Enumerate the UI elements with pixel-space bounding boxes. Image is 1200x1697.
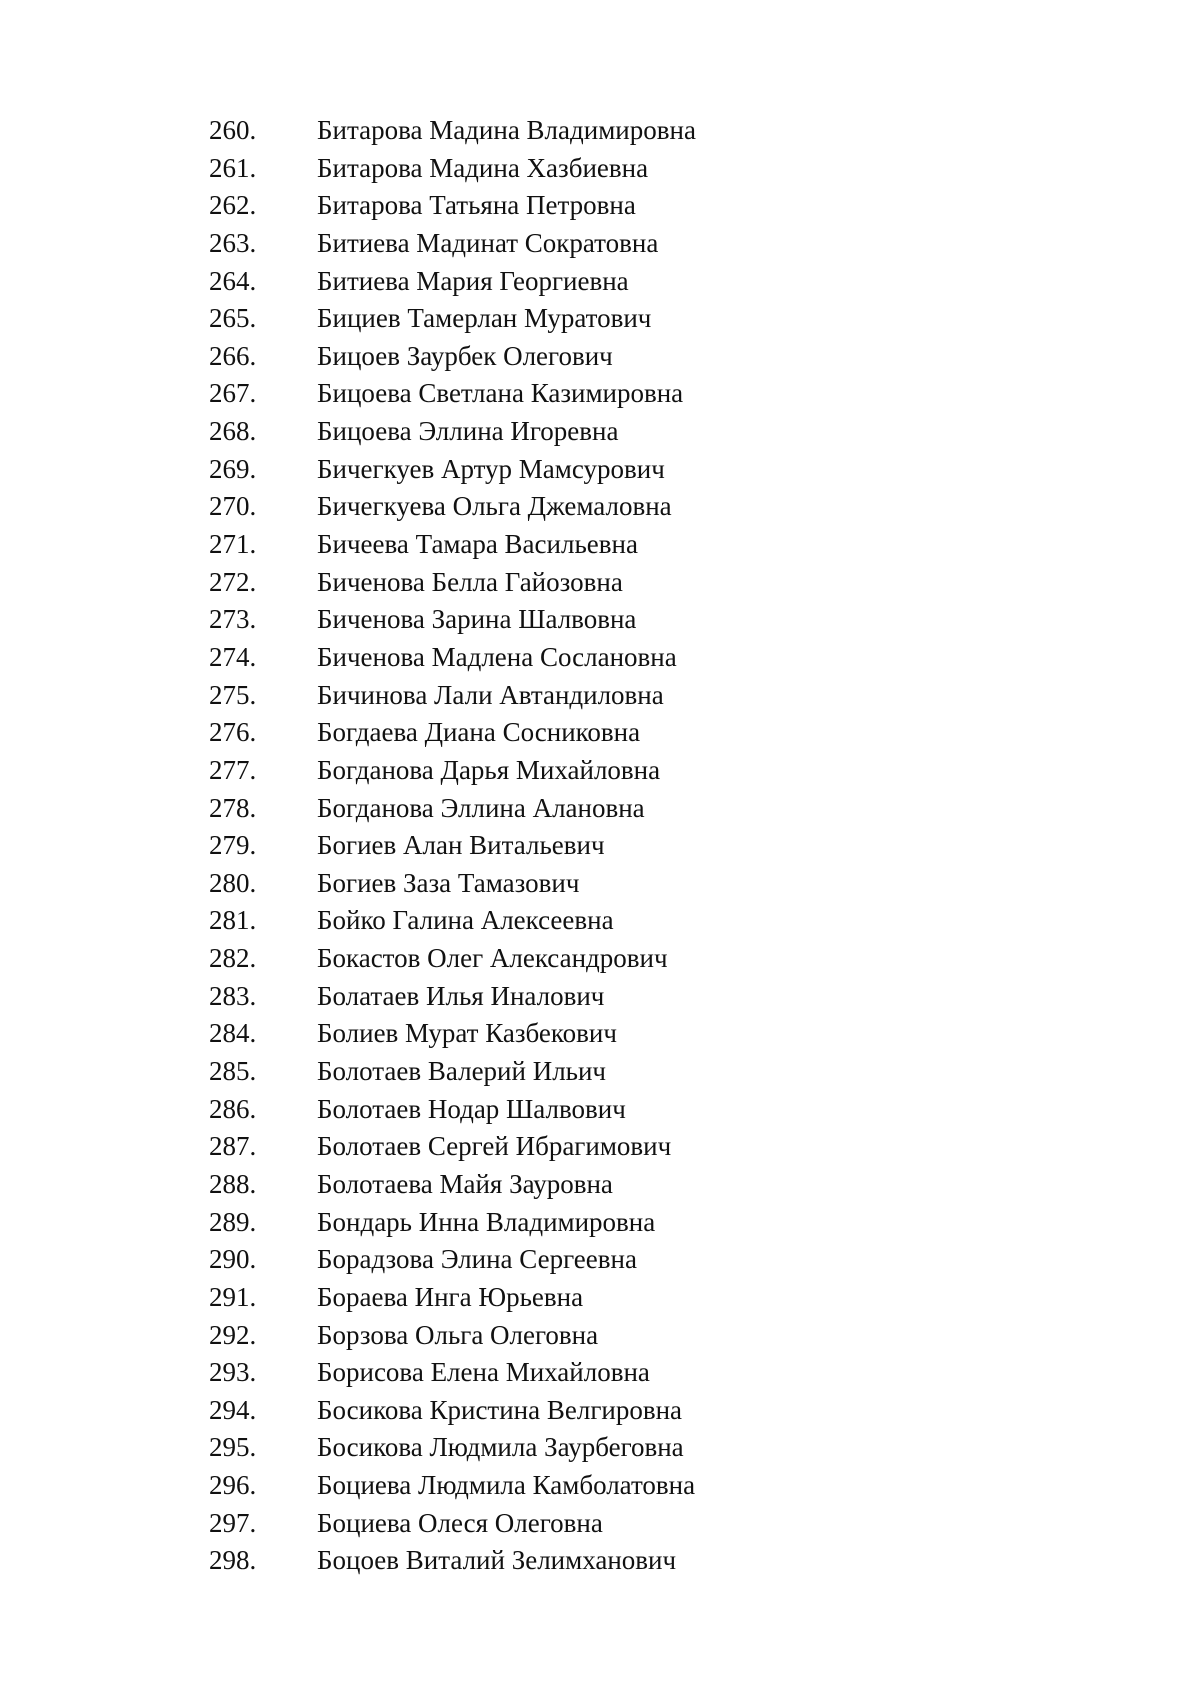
entry-number: 264. <box>209 265 257 296</box>
list-item <box>0 225 1200 263</box>
entry-number: 282. <box>209 943 257 974</box>
entry-name: Борадзова Элина Сергеевна <box>317 1244 637 1275</box>
entry-number: 275. <box>209 679 257 710</box>
list-item <box>0 1317 1200 1355</box>
entry-number: 261. <box>209 152 257 183</box>
list-item <box>0 978 1200 1016</box>
entry-number: 276. <box>209 717 257 748</box>
entry-name: Бичегкуев Артур Мамсурович <box>317 453 665 484</box>
entry-name: Борисова Елена Михайловна <box>317 1357 650 1388</box>
entry-name: Бицоев Заурбек Олегович <box>317 340 613 371</box>
entry-number: 274. <box>209 641 257 672</box>
entry-name: Болотаева Майя Зауровна <box>317 1168 613 1199</box>
entry-number: 288. <box>209 1168 257 1199</box>
entry-name: Бичинова Лали Автандиловна <box>317 679 664 710</box>
entry-name: Биченова Мадлена Сослановна <box>317 641 677 672</box>
entry-name: Болотаев Валерий Ильич <box>317 1056 607 1087</box>
list-item <box>0 564 1200 602</box>
list-item <box>0 338 1200 376</box>
list-item <box>0 187 1200 225</box>
entry-name: Бичегкуева Ольга Джемаловна <box>317 491 672 522</box>
entry-number: 298. <box>209 1545 257 1576</box>
entry-number: 289. <box>209 1206 257 1237</box>
entry-name: Биченова Белла Гайозовна <box>317 566 623 597</box>
list-item <box>0 1204 1200 1242</box>
entry-name: Бичеева Тамара Васильевна <box>317 529 638 560</box>
entry-number: 265. <box>209 303 257 334</box>
list-item <box>0 1015 1200 1053</box>
entry-name: Биченова Зарина Шалвовна <box>317 604 637 635</box>
list-item <box>0 413 1200 451</box>
list-item <box>0 1429 1200 1467</box>
list-item <box>0 526 1200 564</box>
entry-number: 266. <box>209 340 257 371</box>
list-item <box>0 375 1200 413</box>
entry-name: Болотаев Нодар Шалвович <box>317 1093 626 1124</box>
list-item <box>0 451 1200 489</box>
entry-number: 271. <box>209 529 257 560</box>
list-item <box>0 263 1200 301</box>
entry-number: 284. <box>209 1018 257 1049</box>
list-item <box>0 677 1200 715</box>
list-item <box>0 1091 1200 1129</box>
entry-number: 262. <box>209 190 257 221</box>
entry-number: 267. <box>209 378 257 409</box>
list-item <box>0 1542 1200 1580</box>
entry-name: Боциева Олеся Олеговна <box>317 1507 603 1538</box>
entry-number: 260. <box>209 115 257 145</box>
entry-number: 279. <box>209 830 257 861</box>
entry-number: 272. <box>209 566 257 597</box>
list-item <box>0 865 1200 903</box>
entry-name: Богдаева Диана Сосниковна <box>317 717 641 748</box>
list-item <box>0 639 1200 677</box>
name-list <box>0 112 1200 1580</box>
entry-number: 294. <box>209 1394 257 1425</box>
entry-name: Богиев Заза Тамазович <box>317 867 580 898</box>
list-item <box>0 902 1200 940</box>
entry-number: 292. <box>209 1319 257 1350</box>
entry-number: 263. <box>209 227 257 258</box>
list-item <box>0 601 1200 639</box>
list-item <box>0 150 1200 188</box>
list-item <box>0 112 1200 150</box>
entry-number: 283. <box>209 980 257 1011</box>
entry-name: Болотаев Сергей Ибрагимович <box>317 1131 672 1162</box>
entry-number: 269. <box>209 453 257 484</box>
entry-name: Бораева Инга Юрьевна <box>317 1281 584 1312</box>
list-item <box>0 1392 1200 1430</box>
entry-number: 287. <box>209 1131 257 1162</box>
list-item <box>0 1053 1200 1091</box>
entry-name: Богданова Эллина Алановна <box>317 792 645 823</box>
list-item <box>0 714 1200 752</box>
list-item <box>0 1128 1200 1166</box>
entry-name: Битиева Мария Георгиевна <box>317 265 629 296</box>
list-item <box>0 1354 1200 1392</box>
list-item <box>0 488 1200 526</box>
entry-name: Бицоева Эллина Игоревна <box>317 416 619 447</box>
list-item <box>0 1241 1200 1279</box>
entry-name: Бондарь Инна Владимировна <box>317 1206 656 1237</box>
list-item <box>0 940 1200 978</box>
entry-number: 297. <box>209 1507 257 1538</box>
entry-number: 268. <box>209 416 257 447</box>
list-item <box>0 300 1200 338</box>
entry-number: 277. <box>209 754 257 785</box>
entry-name: Богданова Дарья Михайловна <box>317 754 661 785</box>
entry-number: 295. <box>209 1432 257 1463</box>
entry-number: 291. <box>209 1281 257 1312</box>
entry-number: 273. <box>209 604 257 635</box>
entry-name: Битарова Татьяна Петровна <box>317 190 636 221</box>
entry-number: 280. <box>209 867 257 898</box>
entry-name: Бицоева Светлана Казимировна <box>317 378 684 409</box>
entry-name: Бициев Тамерлан Муратович <box>317 303 652 334</box>
entry-number: 286. <box>209 1093 257 1124</box>
list-item <box>0 790 1200 828</box>
entry-name: Битарова Мадина Владимировна <box>317 115 696 145</box>
entry-number: 278. <box>209 792 257 823</box>
entry-name: Босикова Людмила Заурбеговна <box>317 1432 684 1463</box>
entry-number: 293. <box>209 1357 257 1388</box>
entry-number: 281. <box>209 905 257 936</box>
entry-name: Боцоев Виталий Зелимханович <box>317 1545 677 1576</box>
entry-name: Болиев Мурат Казбекович <box>317 1018 617 1049</box>
entry-number: 296. <box>209 1470 257 1501</box>
entry-name: Битарова Мадина Хазбиевна <box>317 152 649 183</box>
entry-name: Битиева Мадинат Сократовна <box>317 227 659 258</box>
entry-number: 270. <box>209 491 257 522</box>
entry-name: Босикова Кристина Велгировна <box>317 1394 683 1425</box>
list-item <box>0 1505 1200 1543</box>
list-item <box>0 1467 1200 1505</box>
list-item <box>0 752 1200 790</box>
entry-name: Бокастов Олег Александрович <box>317 943 668 974</box>
list-item <box>0 1166 1200 1204</box>
entry-name: Борзова Ольга Олеговна <box>317 1319 599 1350</box>
entry-name: Богиев Алан Витальевич <box>317 830 605 861</box>
entry-name: Бойко Галина Алексеевна <box>317 905 614 936</box>
entry-name: Болатаев Илья Иналович <box>317 980 605 1011</box>
entry-number: 285. <box>209 1056 257 1087</box>
entry-number: 290. <box>209 1244 257 1275</box>
list-item <box>0 1279 1200 1317</box>
entry-name: Боциева Людмила Камболатовна <box>317 1470 696 1501</box>
list-item <box>0 827 1200 865</box>
